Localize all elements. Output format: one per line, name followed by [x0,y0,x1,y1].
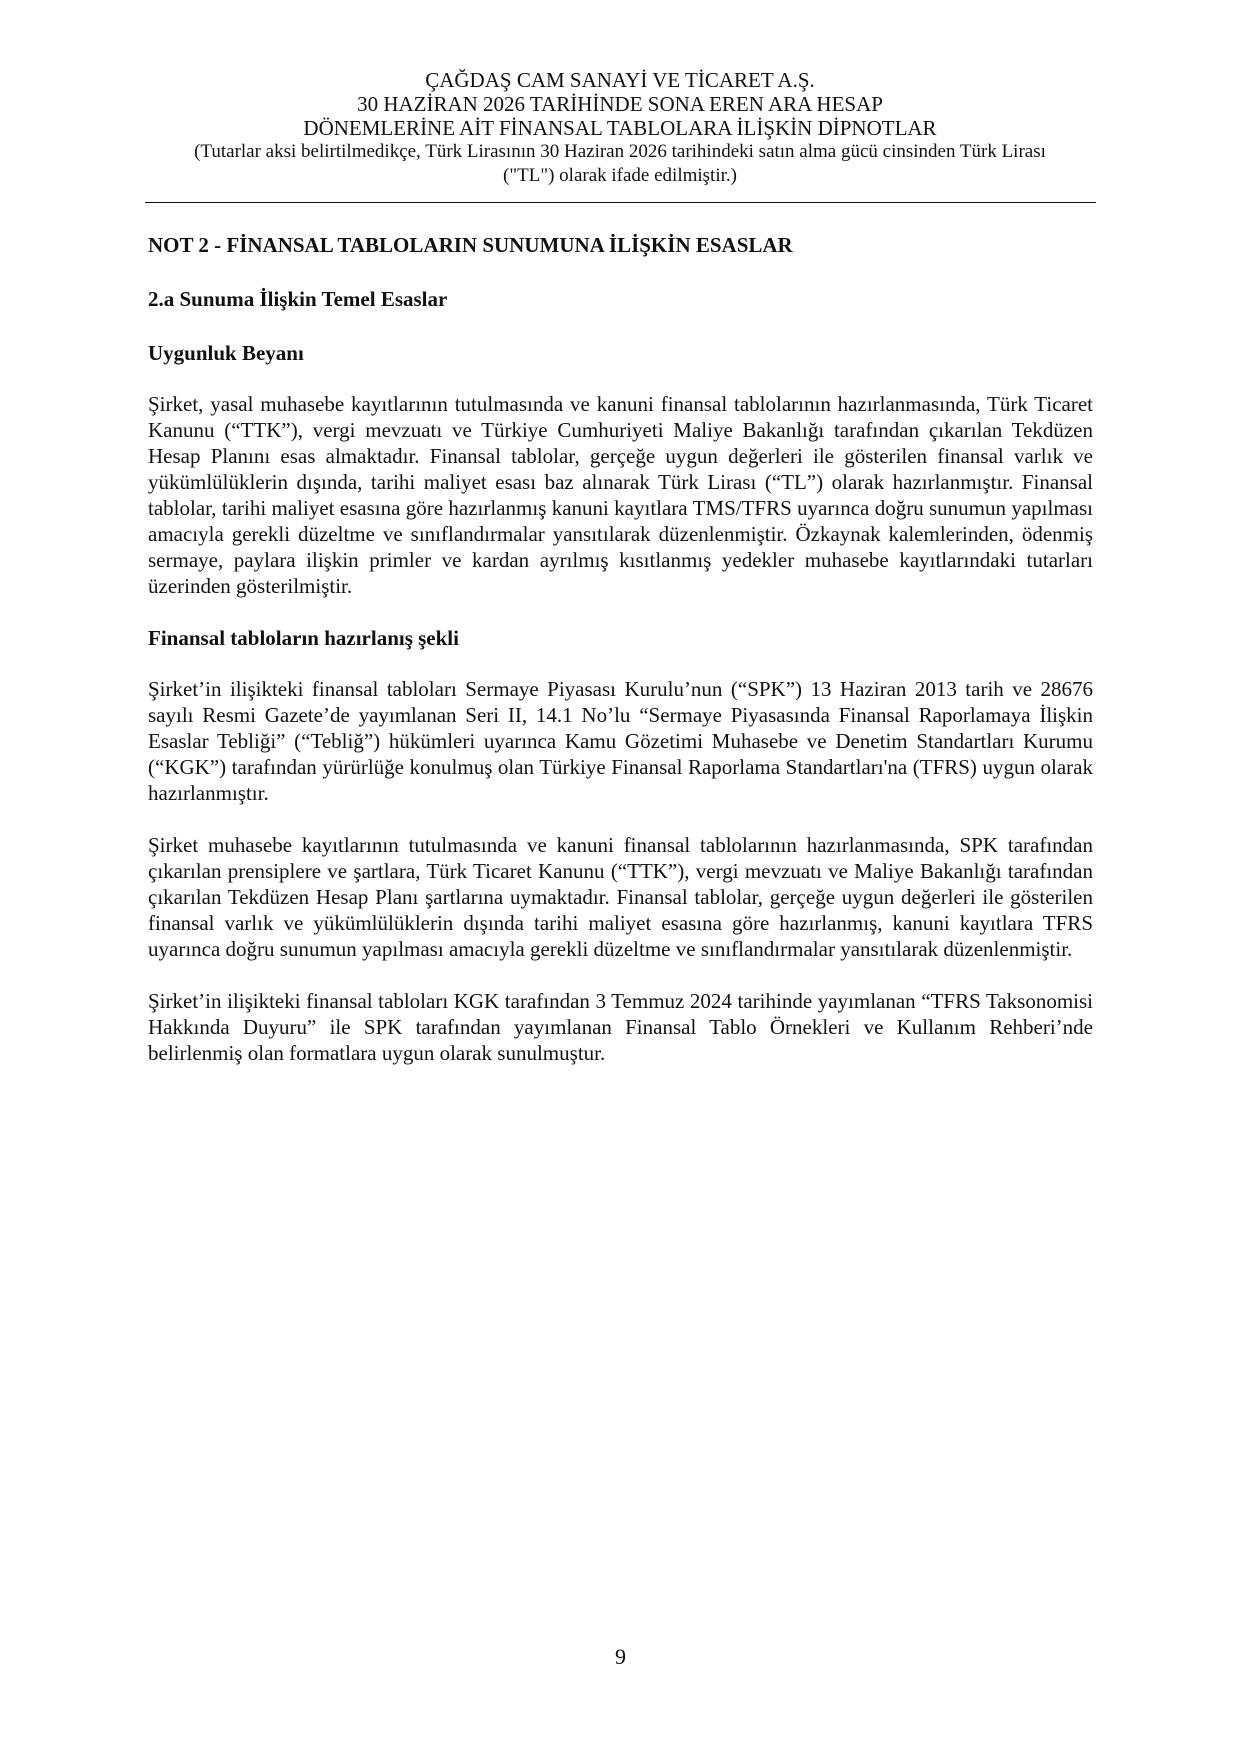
paragraph-preparation-3: Şirket’in ilişikteki finansal tabloları KGK tarafından 3 Temmuz 2024 tarihinde yayımlanan “TFRS Taksonomisi Hakkında Duyuru” ile SPK tarafından yayımlanan Finansal Tablo Örnekleri ve Kullanım Rehberi’nde belirlenmiş olan formatlara uygun olarak sunulmuştur. [148,989,1093,1065]
header-divider [145,202,1096,203]
header-currency-note: (Tutarlar aksi belirtilmedikçe, Türk Lirasının 30 Haziran 2026 tarihindeki satın alma gücü cinsinden Türk Lirası [194,141,1046,162]
subsection-title-preparation: Finansal tabloların hazırlanış şekli [148,626,459,650]
note-title: NOT 2 - FİNANSAL TABLOLARIN SUNUMUNA İLİŞKİN ESASLAR [148,233,793,257]
page-number: 9 [615,1644,626,1669]
header-company-name: ÇAĞDAŞ CAM SANAYİ VE TİCARET A.Ş. [425,68,815,92]
header-period: 30 HAZİRAN 2026 TARİHİNDE SONA EREN ARA HESAP [357,92,883,116]
header-document-title: DÖNEMLERİNE AİT FİNANSAL TABLOLARA İLİŞKİN DİPNOTLAR [303,116,937,140]
paragraph-compliance: Şirket, yasal muhasebe kayıtlarının tutulmasında ve kanuni finansal tablolarının hazırlanmasında, Türk Ticaret Kanunu (“TTK”), vergi mevzuatı ve Türkiye Cumhuriyeti Maliye Bakanlığı tarafından çıkarılan Tekdüzen Hesap Planını esas almaktadır. Finansal tablolar, gerçeğe uygun değerleri ile gösterilen finansal varlık ve yükümlülüklerin dışında, tarihi maliyet esası baz alınarak Türk Lirası (“TL”) olarak hazırlanmıştır. Finansal tablolar, tarihi maliyet esasına göre hazırlanmış kanuni kayıtlara TMS/TFRS uyarınca doğru sunumun yapılması amacıyla gerekli düzeltme ve sınıflandırmalar yansıtılarak düzenlenmiştir. Özkaynak kalemlerinden, ödenmiş sermaye, paylara ilişkin primler ve kardan ayrılmış kısıtlanmış yedekler muhasebe kayıtlarındaki tutarları üzerinden gösterilmiştir. [148,392,1093,598]
paragraph-preparation-2: Şirket muhasebe kayıtlarının tutulmasında ve kanuni finansal tablolarının hazırlanmasında, SPK tarafından çıkarılan prensiplere ve şartlara, Türk Ticaret Kanunu (“TTK”), vergi mevzuatı ve Maliye Bakanlığı tarafından çıkarılan Tekdüzen Hesap Planı şartlarına uymaktadır. Finansal tablolar, gerçeğe uygun değerleri ile gösterilen finansal varlık ve yükümlülüklerin dışında tarihi maliyet esasına göre hazırlanmış, kanuni kayıtlara TFRS uyarınca doğru sunumun yapılması amacıyla gerekli düzeltme ve sınıflandırmalar yansıtılarak düzenlenmiştir. [148,833,1093,961]
paragraph-preparation-1: Şirket’in ilişikteki finansal tabloları Sermaye Piyasası Kurulu’nun (“SPK”) 13 Haziran 2013 tarih ve 28676 sayılı Resmi Gazete’de yayımlanan Seri II, 14.1 No’lu “Sermaye Piyasasında Finansal Raporlamaya İlişkin Esaslar Tebliği” (“Tebliğ”) hükümleri uyarınca Kamu Gözetimi Muhasebe ve Denetim Standartları Kurumu (“KGK”) tarafından yürürlüğe konulmuş olan Türkiye Finansal Raporlama Standartları'na (TFRS) uygun olarak hazırlanmıştır. [148,677,1093,805]
page-content [148,232,1093,1092]
header-currency-note-cont: ("TL") olarak ifade edilmiştir.) [503,165,737,186]
section-title: 2.a Sunuma İlişkin Temel Esaslar [148,287,448,311]
page-header [145,68,1095,188]
subsection-title-compliance: Uygunluk Beyanı [148,341,304,365]
